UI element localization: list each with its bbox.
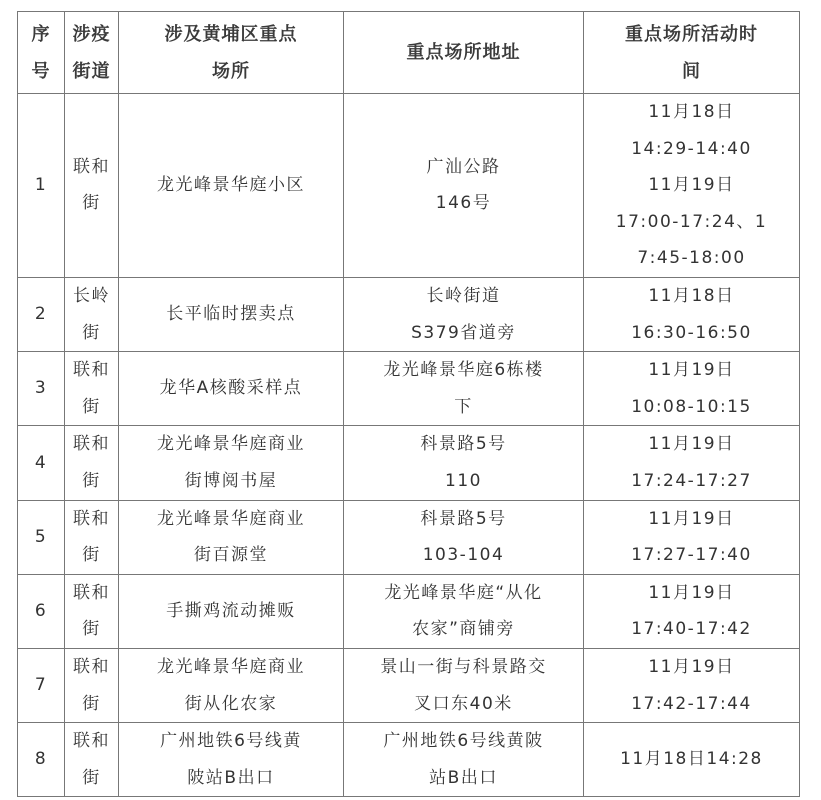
cell-time: 11月19日 17:40-17:42 — [584, 574, 800, 648]
cell-seq: 8 — [18, 723, 65, 797]
cell-place: 龙光峰景华庭商业 街从化农家 — [119, 648, 344, 722]
cell-place: 龙光峰景华庭商业 街百源堂 — [119, 500, 344, 574]
cell-seq: 2 — [18, 277, 65, 351]
cell-seq: 3 — [18, 352, 65, 426]
cell-time: 11月19日 17:42-17:44 — [584, 648, 800, 722]
table-row — [18, 574, 800, 648]
cell-time: 11月18日14:28 — [584, 723, 800, 797]
cell-time: 11月19日 17:27-17:40 — [584, 500, 800, 574]
cell-address: 长岭街道 S379省道旁 — [344, 277, 584, 351]
header-time: 重点场所活动时 间 — [584, 12, 800, 94]
cell-seq: 7 — [18, 648, 65, 722]
cell-place: 龙光峰景华庭小区 — [119, 94, 344, 278]
cell-address: 科景路5号 103-104 — [344, 500, 584, 574]
table-row — [18, 352, 800, 426]
cell-address: 景山一街与科景路交 叉口东40米 — [344, 648, 584, 722]
table-row — [18, 648, 800, 722]
cell-place: 龙光峰景华庭商业 街博阅书屋 — [119, 426, 344, 500]
cell-time: 11月18日 16:30-16:50 — [584, 277, 800, 351]
cell-place: 龙华A核酸采样点 — [119, 352, 344, 426]
cell-street: 联和 街 — [65, 500, 119, 574]
cell-street: 联和 街 — [65, 94, 119, 278]
cell-street: 联和 街 — [65, 723, 119, 797]
header-street: 涉疫 街道 — [65, 12, 119, 94]
cell-street: 联和 街 — [65, 574, 119, 648]
cell-place: 手撕鸡流动摊贩 — [119, 574, 344, 648]
key-places-table — [17, 11, 800, 797]
cell-address: 龙光峰景华庭“从化 农家”商铺旁 — [344, 574, 584, 648]
table-row — [18, 723, 800, 797]
cell-seq: 6 — [18, 574, 65, 648]
cell-seq: 1 — [18, 94, 65, 278]
cell-address: 广州地铁6号线黄陂 站B出口 — [344, 723, 584, 797]
cell-street: 联和 街 — [65, 648, 119, 722]
header-seq: 序 号 — [18, 12, 65, 94]
cell-place: 长平临时摆卖点 — [119, 277, 344, 351]
cell-street: 联和 街 — [65, 352, 119, 426]
header-row — [18, 12, 800, 94]
table-row — [18, 426, 800, 500]
table-row — [18, 94, 800, 278]
cell-time: 11月19日 10:08-10:15 — [584, 352, 800, 426]
header-place: 涉及黄埔区重点 场所 — [119, 12, 344, 94]
cell-address: 广汕公路 146号 — [344, 94, 584, 278]
cell-street: 长岭 街 — [65, 277, 119, 351]
header-address: 重点场所地址 — [344, 12, 584, 94]
cell-seq: 4 — [18, 426, 65, 500]
cell-address: 科景路5号 110 — [344, 426, 584, 500]
table-row — [18, 500, 800, 574]
cell-seq: 5 — [18, 500, 65, 574]
cell-address: 龙光峰景华庭6栋楼 下 — [344, 352, 584, 426]
cell-time: 11月19日 17:24-17:27 — [584, 426, 800, 500]
table-container — [17, 11, 800, 797]
table-row — [18, 277, 800, 351]
cell-street: 联和 街 — [65, 426, 119, 500]
cell-time: 11月18日 14:29-14:40 11月19日 17:00-17:24、1 7:45-18:00 — [584, 94, 800, 278]
cell-place: 广州地铁6号线黄 陂站B出口 — [119, 723, 344, 797]
